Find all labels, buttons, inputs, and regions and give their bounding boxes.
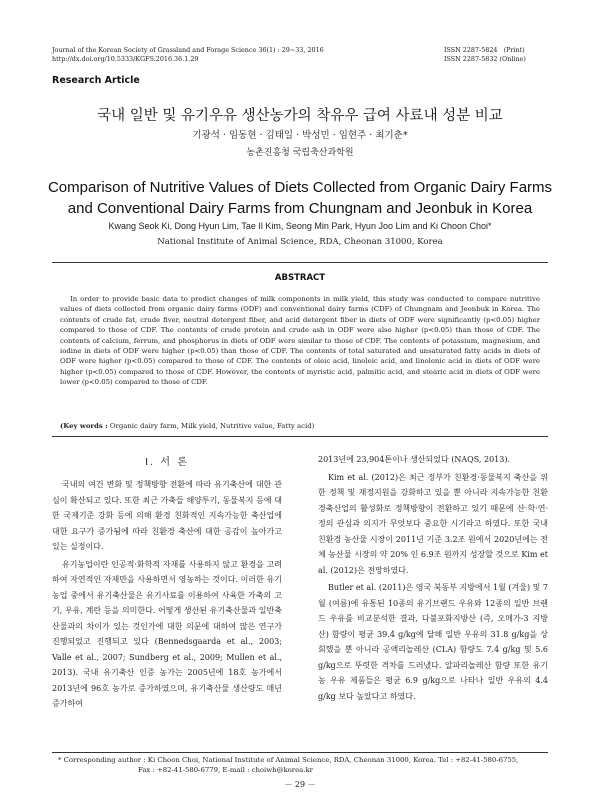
intro-paragraph-3: Kim et al. (2012)은 최근 정부가 친환경·동물복지 축산을 위한 정책 및 재정지원을 강화하고 있을 뿐 아니라 지속가능한 친환경축산업의 활성화로 정책방향이 전환하고 있기 때문에 산·학·연·정의 관심과 의지가 무엇보다 중요한 시기라고 하였다. 또한 국내 친환경 농산물 시장이 2011년 기준 3.2조 원에서 2020년에는 전체 농산물 시장의 약 20% 인 6.9조 원까지 성장할 것으로 Kim et al. (2012)은 전망하였다. xyxy=(318,472,548,575)
footnote-rule xyxy=(52,752,548,753)
authors-english: Kwang Seok Ki, Dong Hyun Lim, Tae Il Kim, Seong Min Park, Hyun Joo Lim and Ki Choon Choi* xyxy=(108,221,492,231)
keywords-text: Organic dairy farm, Milk yield, Nutritive value, Fatty acid) xyxy=(109,422,315,430)
title-english-line1: Comparison of Nutritive Values of Diets Collected from Organic Dairy Farms xyxy=(47,179,553,196)
footnote-line-2: Fax : +82-41-580-6779, E-mail : choiwh@korea.kr xyxy=(138,766,313,774)
doi-link[interactable]: http://dx.doi.org/10.5333/KGFS.2016.36.1.29 xyxy=(52,55,199,63)
article-type: Research Article xyxy=(52,75,140,86)
journal-header-left xyxy=(52,46,324,64)
right-column xyxy=(318,452,548,706)
abstract-body: In order to provide basic data to predict changes of milk components in milk yield, this study was conducted to compare nutritive values of diets collected from organic dairy farms (ODF) and conventional dairy farms (CDF) of Chungnam and Jeonbuk in Korea. The contents of crude fat, crude fiver, neutral detergent fiber, and acid detergent fiber in diets of ODF were significantly (p<0.05) higher compared to those of CDF. The contents of crude protein and crude ash in ODF were also higher (p<0.05) than those of CDF. The contents of calcium, ferrum, and phosphorus in diets of ODF were similar to those of CDF. The contents of potassium, magnesium, and iodine in diets of ODF were higher (p<0.05) than those of CDF. The contents of total saturated and unsaturated fatty acids in diets of ODF were higher (p<0.05) compared to those of CDF. The contents of oleic acid, linoleic acid, and linolenic acid in diets of ODF were higher (p<0.05) compared to those of CDF. However, the contents of myristic acid, palmitic acid, and stearic acid in diets of ODF were lower (p<0.05) compared to those of CDF. xyxy=(60,295,540,387)
keywords xyxy=(60,421,540,431)
issn-print: ISSN 2287-5824 (Print) xyxy=(444,46,525,54)
keywords-label: (Key words : xyxy=(60,422,108,430)
abstract-bottom-rule xyxy=(52,436,548,437)
affiliation-english: National Institute of Animal Science, RDA, Cheonan 31000, Korea xyxy=(157,237,443,247)
intro-paragraph-continued: 2013년에 23,904톤이나 생산되었다 (NAQS, 2013). xyxy=(318,455,511,464)
authors-korean: 기광석 · 임동현 · 김태일 · 박성민 · 임현주 · 최기춘* xyxy=(192,130,408,141)
title-english-line2: and Conventional Dairy Farms from Chungnam and Jeonbuk in Korea xyxy=(67,200,533,217)
intro-paragraph-4: Butler et al. (2011)은 영국 북동부 지방에서 1월 (겨울) 및 7월 (여름)에 유통된 10종의 유기브랜드 우유와 12종의 일반 브랜드 우유를 비교분석한 결과, 다불포화지방산 (즉, 오메가-3 지방산) 함량이 평균 39.4 g/kg에 달해 일반 우유의 31.8 g/kg을 상회했을 뿐 아니라 공액리놀레산 (CLA) 함량도 7.4 g/kg 및 5.6 g/kg으로 뚜렷한 격차를 드러냈다. 알파리놀레산 함량 또한 유기농 우유 제품들은 평균 6.9 g/kg으로 나타나 일반 우유의 4.4 g/kg 보다 높았다고 하였다. xyxy=(318,583,548,701)
title-korean: 국내 일반 및 유기우유 생산농가의 착유우 급여 사료내 성분 비교 xyxy=(97,108,503,124)
abstract-heading: ABSTRACT xyxy=(274,273,326,283)
intro-paragraph-1: 국내의 여건 변화 및 정책방향 전환에 따라 유기축산에 대한 관심이 확산되고 있다. 또한 최근 가축들 해양투기, 동물복지 등에 대한 국제기준 강화 등에 의해 환경 친화적인 지속가능한 축산업에 대한 요구가 증가됨에 따라 친환경 축산에 대한 공감이 높아가고 있는 실정이다. xyxy=(52,480,282,551)
title-english xyxy=(30,177,570,219)
journal-header-right xyxy=(444,46,526,64)
affiliation-korean: 농촌진흥청 국립축산과학원 xyxy=(246,148,354,158)
journal-citation: Journal of the Korean Society of Grassland and Forage Science 36(1) : 29~33, 2016 xyxy=(52,46,324,54)
abstract-top-rule xyxy=(52,262,548,263)
page-number: － 29 － xyxy=(284,780,316,789)
intro-paragraph-2: 유기농업이란 인공적·화학적 자재를 사용하지 않고 환경을 고려하여 자연적인 자재만을 사용하면서 영농하는 것이다. 이러한 유기농업 중에서 유기축산물은 유기사료를 이용하여 사육한 가축의 고기, 우유, 계란 등을 의미한다. 어떻게 생산된 유기축산물과 일반축산물과의 차이가 있는 것인가에 대한 의문에 대하여 많은 연구가 진행되었고 진행되고 있다 (Bennedsgaarda et al., 2003; Valle et al., 2007; Sundberg et al., 2009; Mullen et al., 2013). 국내 유기축산 인증 농가는 2005년에 18호 농가에서 2013년에 96호 농가로 증가하였으며, 유기축산물 생산량도 매년 증가하여 xyxy=(52,559,282,708)
footnote-line-1: * Corresponding author : Ki Choon Choi, National Institute of Animal Science, RDA, Cheonan 31000, Korea. Tel : +82-41-580-6755, xyxy=(58,756,519,764)
left-column xyxy=(52,452,282,714)
section-heading-introduction: I. 서 론 xyxy=(145,457,189,468)
issn-online: ISSN 2287-5832 (Online) xyxy=(444,55,526,63)
corresponding-author-footnote xyxy=(58,755,548,775)
